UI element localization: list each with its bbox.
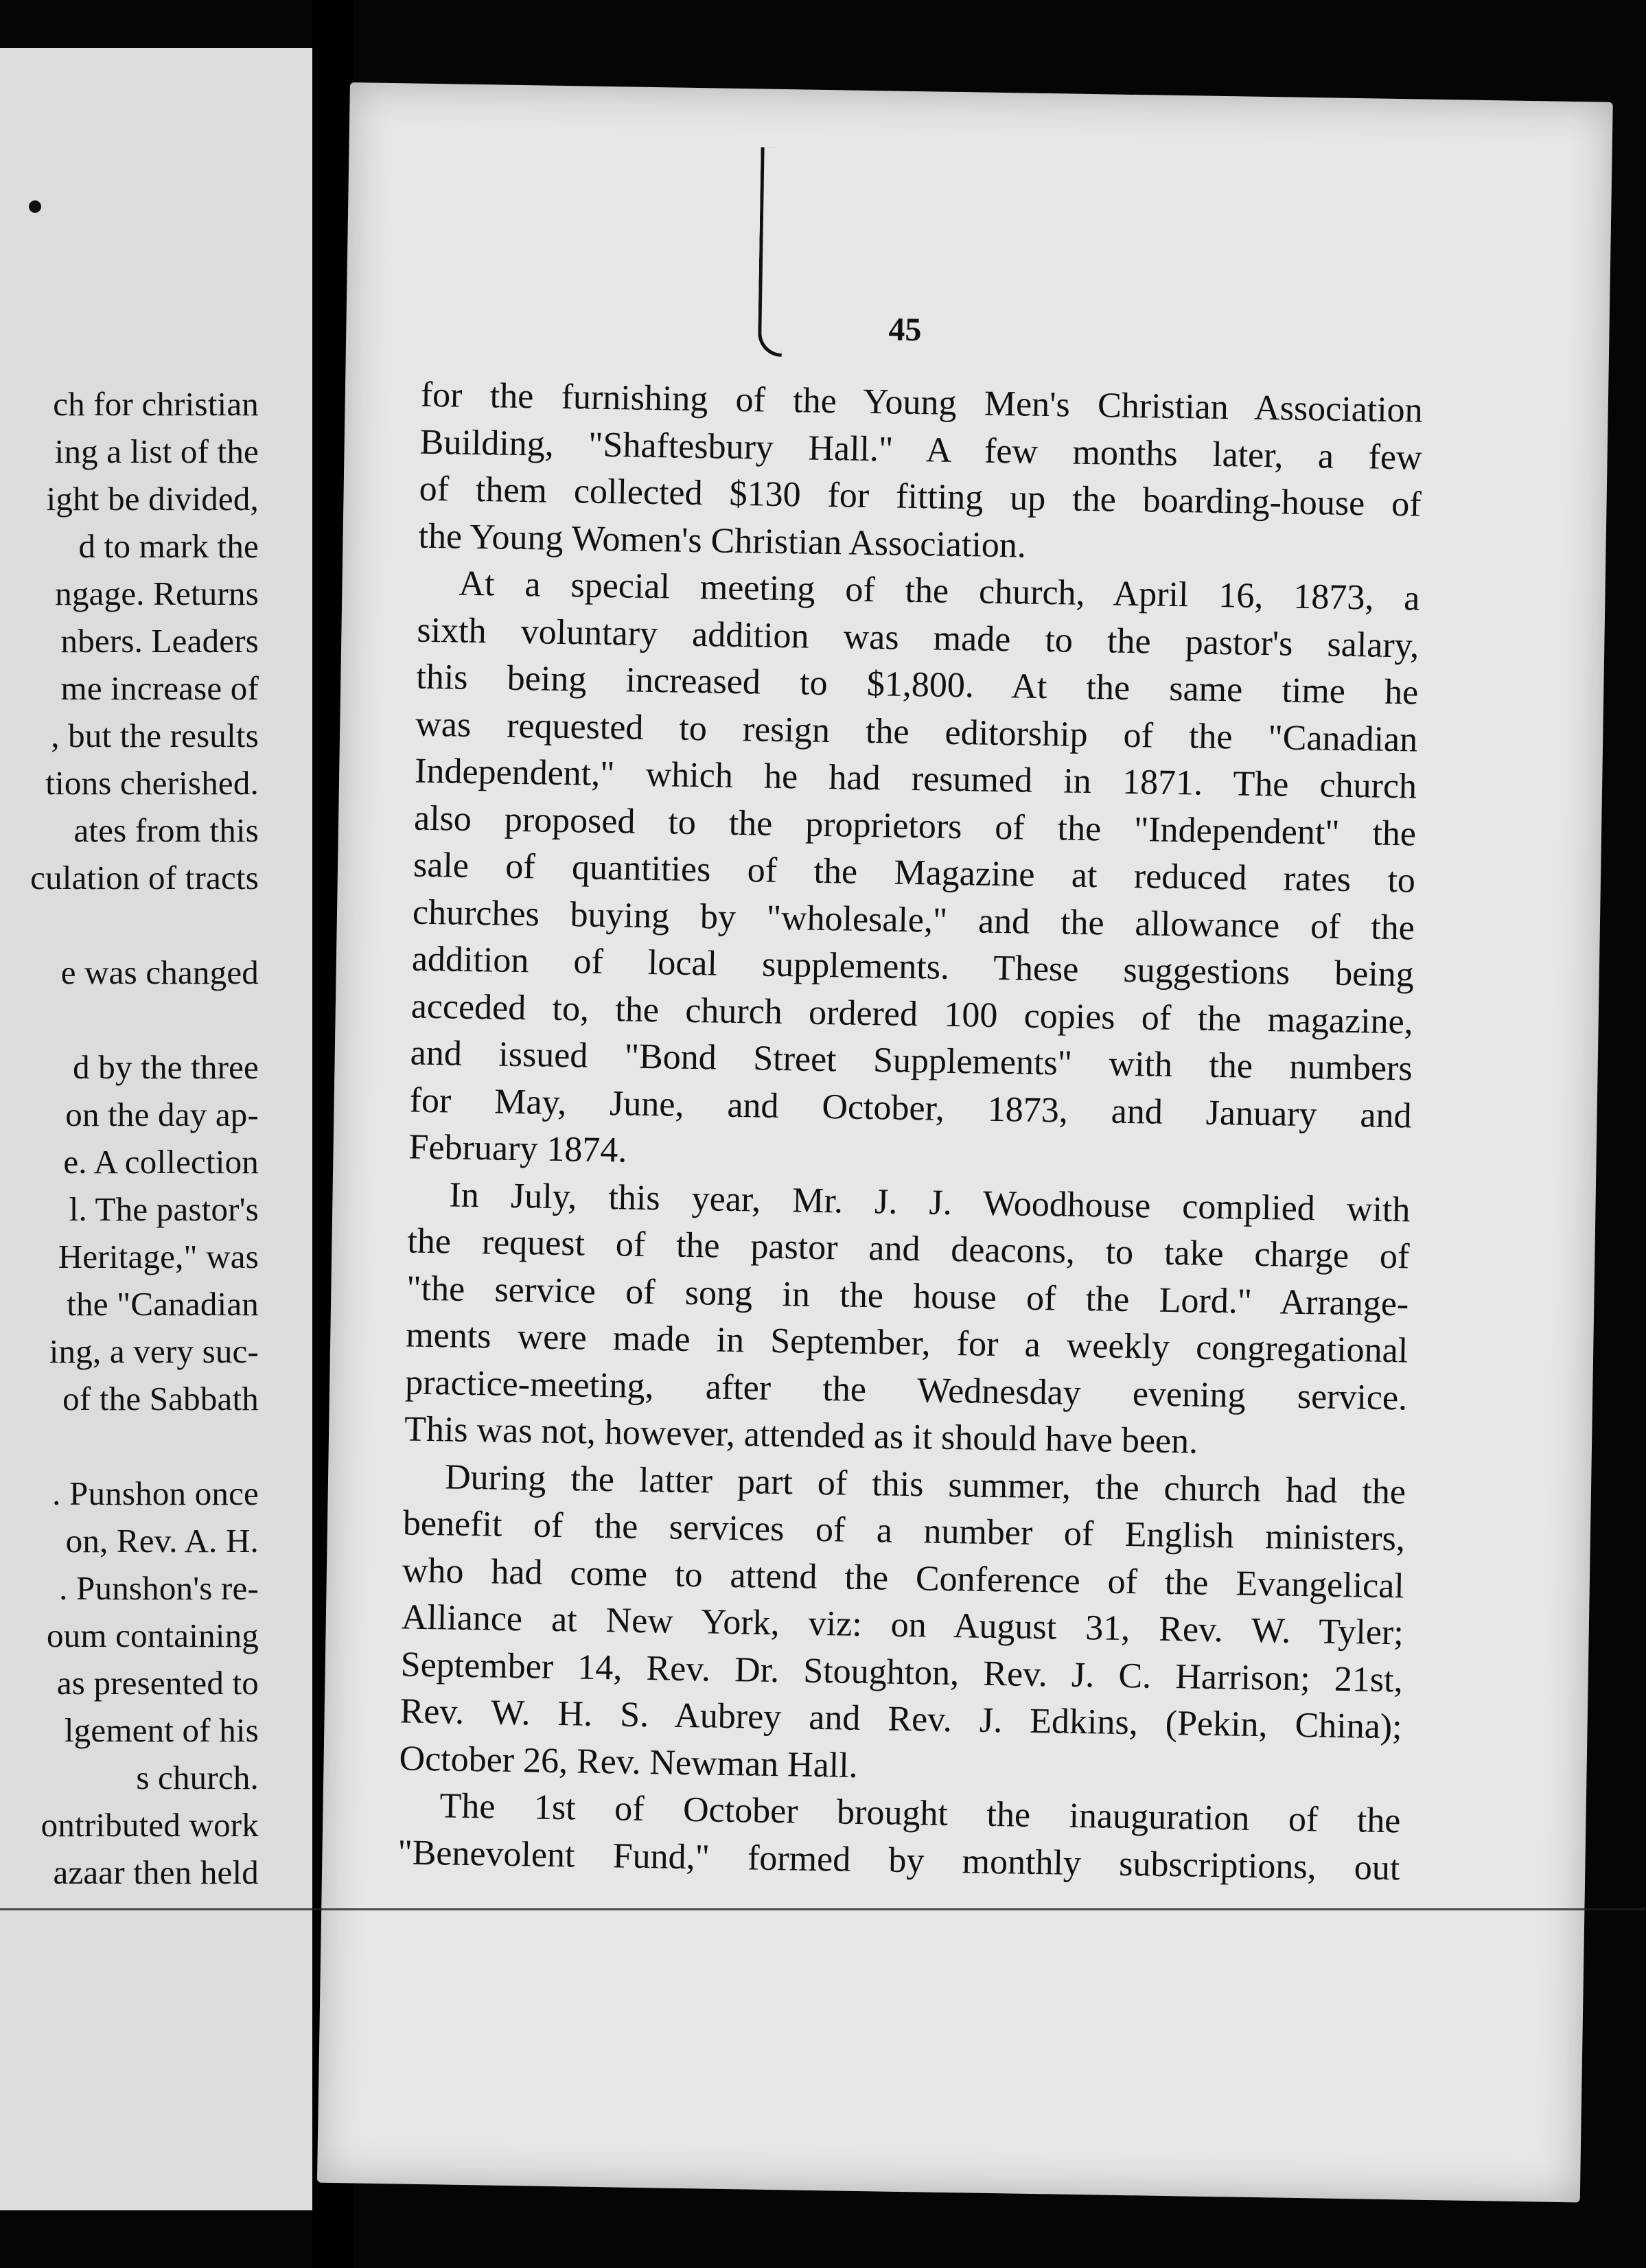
text-line: was requested to resign the editorship of the "Canadian (415, 704, 1418, 760)
text-line: and issued "Bond Street Supplements" with the numbers (410, 1033, 1413, 1089)
main-page (317, 82, 1613, 2203)
previous-page-line: oum containing (46, 1617, 259, 1654)
previous-page-line: Heritage," was (58, 1238, 259, 1275)
page-number: 45 (888, 311, 922, 349)
previous-page-line: ight be divided, (46, 480, 259, 518)
previous-page-line: ch for christian (53, 385, 259, 423)
previous-page-line: on, Rev. A. H. (65, 1522, 259, 1560)
previous-page-line: culation of tracts (30, 859, 259, 896)
text-line: this being increased to $1,800. At the same time he (415, 657, 1419, 713)
text-line: Rev. W. H. S. Aubrey and Rev. J. Edkins, (Pekin, China); (399, 1691, 1403, 1747)
previous-page-line: l. The pastor's (69, 1190, 259, 1228)
previous-page-line: lgement of his (64, 1711, 259, 1749)
text-line: benefit of the services of a number of English ministers, (402, 1503, 1406, 1559)
previous-page-line: tions cherished. (45, 764, 259, 802)
text-line: sixth voluntary addition was made to the pastor's salary, (417, 610, 1419, 666)
previous-page-line: ing a list of the (54, 432, 259, 470)
previous-page-line: azaar then held (53, 1853, 259, 1891)
previous-page-line: me increase of (60, 669, 259, 707)
pencil-bracket-mark (758, 147, 785, 357)
text-line: "the service of song in the house of the Lord." Arrange- (406, 1269, 1409, 1323)
previous-page-line: on the day ap- (65, 1096, 259, 1133)
text-line: At a special meeting of the church, April 16, 1873, a (459, 564, 1420, 618)
previous-page-line: the "Canadian (67, 1285, 259, 1323)
text-line: This was not, however, attended as it should have been. (404, 1409, 1198, 1461)
previous-page-line: d by the three (73, 1048, 259, 1086)
text-line: "Benevolent Fund," formed by monthly subscriptions, out (397, 1832, 1400, 1888)
text-line: addition of local supplements. These suggestions being (411, 939, 1415, 995)
previous-page-line: e. A collection (63, 1143, 259, 1181)
text-line: for May, June, and October, 1873, and January and (409, 1080, 1412, 1135)
ink-dot (29, 200, 41, 213)
text-line: practice-meeting, after the Wednesday evening service. (404, 1362, 1408, 1418)
previous-page-line: as presented to (56, 1664, 259, 1702)
text-line: acceded to, the church ordered 100 copies of the magazine, (410, 986, 1414, 1041)
previous-page-line: ontributed work (40, 1806, 259, 1844)
text-line: During the latter part of this summer, the church had the (444, 1457, 1406, 1512)
text-line: Independent," which he had resumed in 1871. The church (414, 751, 1417, 807)
previous-page-line: , but the results (51, 717, 259, 754)
text-line: of them collected $130 for fitting up the boarding-house of (419, 469, 1422, 524)
text-line: September 14, Rev. Dr. Stoughton, Rev. J. C. Harrison; 21st, (400, 1644, 1404, 1700)
text-line: also proposed to the proprietors of the "Independent" the (413, 798, 1417, 854)
text-line: Building, "Shaftesbury Hall." A few months later, a few (419, 422, 1423, 478)
text-line: October 26, Rev. Newman Hall. (399, 1738, 859, 1785)
previous-page-line: d to mark the (78, 527, 259, 565)
previous-page-line: ates from this (73, 811, 259, 849)
previous-page-line: ngage. Returns (55, 575, 259, 612)
previous-page-line: s church. (136, 1759, 259, 1796)
text-line: ments were made in September, for a weekly congregational (405, 1315, 1409, 1371)
text-line: The 1st of October brought the inauguration of the (439, 1786, 1401, 1841)
text-line: for the furnishing of the Young Men's Christian Association (420, 375, 1424, 430)
scan-line-artifact (0, 1908, 1646, 1910)
previous-page-line: . Punshon's re- (59, 1569, 259, 1607)
text-line: sale of quantities of the Magazine at reduced rates to (413, 845, 1416, 901)
text-line: the Young Women's Christian Association. (418, 516, 1027, 566)
text-line: Alliance at New York, viz: on August 31, Rev. W. Tyler; (401, 1597, 1404, 1653)
text-line: who had come to attend the Conference of the Evangelical (402, 1550, 1405, 1606)
previous-page-fragment (0, 48, 312, 2210)
previous-page-line: e was changed (60, 953, 259, 991)
previous-page-line: of the Sabbath (62, 1380, 259, 1418)
page-body-text (397, 372, 1423, 1893)
previous-page-line: nbers. Leaders (60, 622, 259, 660)
text-line: February 1874. (408, 1127, 627, 1170)
text-line: the request of the pastor and deacons, to take charge of (407, 1221, 1410, 1277)
text-line: churches buying by "wholesale," and the allowance of the (412, 892, 1415, 948)
previous-page-line: . Punshon once (52, 1474, 259, 1512)
previous-page-line: ing, a very suc- (49, 1332, 259, 1370)
text-line: In July, this year, Mr. J. J. Woodhouse complied with (449, 1174, 1411, 1229)
